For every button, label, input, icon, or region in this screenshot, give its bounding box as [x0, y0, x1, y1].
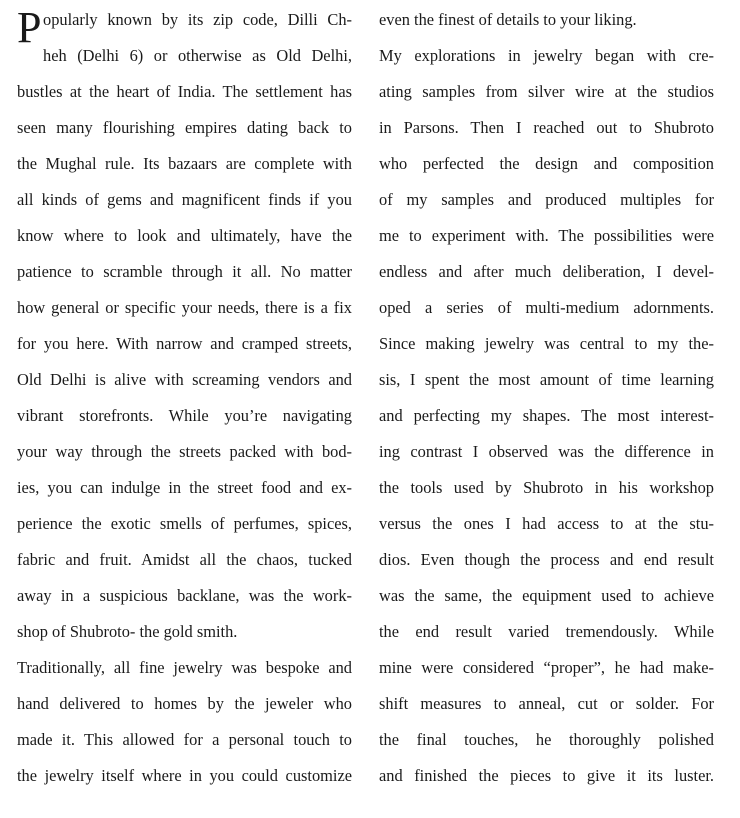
paragraph-line: know where to look and ultimately, have the	[17, 226, 352, 245]
paragraph-line: and perfecting my shapes. The most interest-	[379, 406, 714, 425]
paragraph-line: made it. This allowed for a personal touch to	[17, 730, 352, 749]
paragraph-line: ies, you can indulge in the street food and ex-	[17, 478, 352, 497]
paragraph-line: and finished the pieces to give it its luster.	[379, 766, 714, 785]
paragraph-line: seen many flourishing empires dating back to	[17, 118, 352, 137]
paragraph-line: away in a suspicious backlane, was the work-	[17, 586, 352, 605]
paragraph-line: heh (Delhi 6) or otherwise as Old Delhi,	[43, 46, 352, 65]
paragraph-line: sis, I spent the most amount of time learning	[379, 370, 714, 389]
paragraph-line: for you here. With narrow and cramped streets,	[17, 334, 352, 353]
paragraph-line: your way through the streets packed with bod-	[17, 442, 352, 461]
paragraph-line: of my samples and produced multiples for	[379, 190, 714, 209]
paragraph-line: hand delivered to homes by the jeweler who	[17, 694, 352, 713]
paragraph-line: the end result varied tremendously. While	[379, 622, 714, 641]
paragraph-line: even the finest of details to your liking.	[379, 10, 637, 29]
paragraph-line: Old Delhi is alive with screaming vendors and	[17, 370, 352, 389]
paragraph-line: endless and after much deliberation, I devel-	[379, 262, 714, 281]
paragraph-line: perience the exotic smells of perfumes, spices,	[17, 514, 352, 533]
paragraph-line: patience to scramble through it all. No matter	[17, 262, 352, 281]
paragraph-line: the jewelry itself where in you could customize	[17, 766, 352, 785]
paragraph-line: Traditionally, all fine jewelry was bespoke and	[17, 658, 352, 677]
paragraph-line: Since making jewelry was central to my the-	[379, 334, 714, 353]
paragraph-line: the Mughal rule. Its bazaars are complete with	[17, 154, 352, 173]
paragraph-line: ating samples from silver wire at the studios	[379, 82, 714, 101]
paragraph-line: versus the ones I had access to at the stu-	[379, 514, 714, 533]
paragraph-line: the final touches, he thoroughly polished	[379, 730, 714, 749]
paragraph-line: the tools used by Shubroto in his workshop	[379, 478, 714, 497]
drop-cap: P	[17, 3, 42, 52]
paragraph-line: dios. Even though the process and end result	[379, 550, 714, 569]
paragraph-line: mine were considered “proper”, he had make-	[379, 658, 714, 677]
paragraph-line: vibrant storefronts. While you’re navigating	[17, 406, 352, 425]
paragraph-line: My explorations in jewelry began with cre-	[379, 46, 714, 65]
paragraph-line: ing contrast I observed was the difference in	[379, 442, 714, 461]
paragraph-line: shop of Shubroto- the gold smith.	[17, 622, 238, 641]
paragraph-line: me to experiment with. The possibilities were	[379, 226, 714, 245]
paragraph-line: who perfected the design and composition	[379, 154, 714, 173]
paragraph-line: how general or specific your needs, there is a fix	[17, 298, 352, 317]
paragraph-line: fabric and fruit. Amidst all the chaos, tucked	[17, 550, 352, 569]
paragraph-line: was the same, the equipment used to achieve	[379, 586, 714, 605]
paragraph-line: oped a series of multi-medium adornments.	[379, 298, 714, 317]
paragraph-line: opularly known by its zip code, Dilli Ch-	[43, 10, 352, 29]
paragraph-line: all kinds of gems and magnificent finds if you	[17, 190, 352, 209]
paragraph-line: in Parsons. Then I reached out to Shubroto	[379, 118, 714, 137]
paragraph-line: bustles at the heart of India. The settlement has	[17, 82, 352, 101]
paragraph-line: shift measures to anneal, cut or solder. For	[379, 694, 714, 713]
